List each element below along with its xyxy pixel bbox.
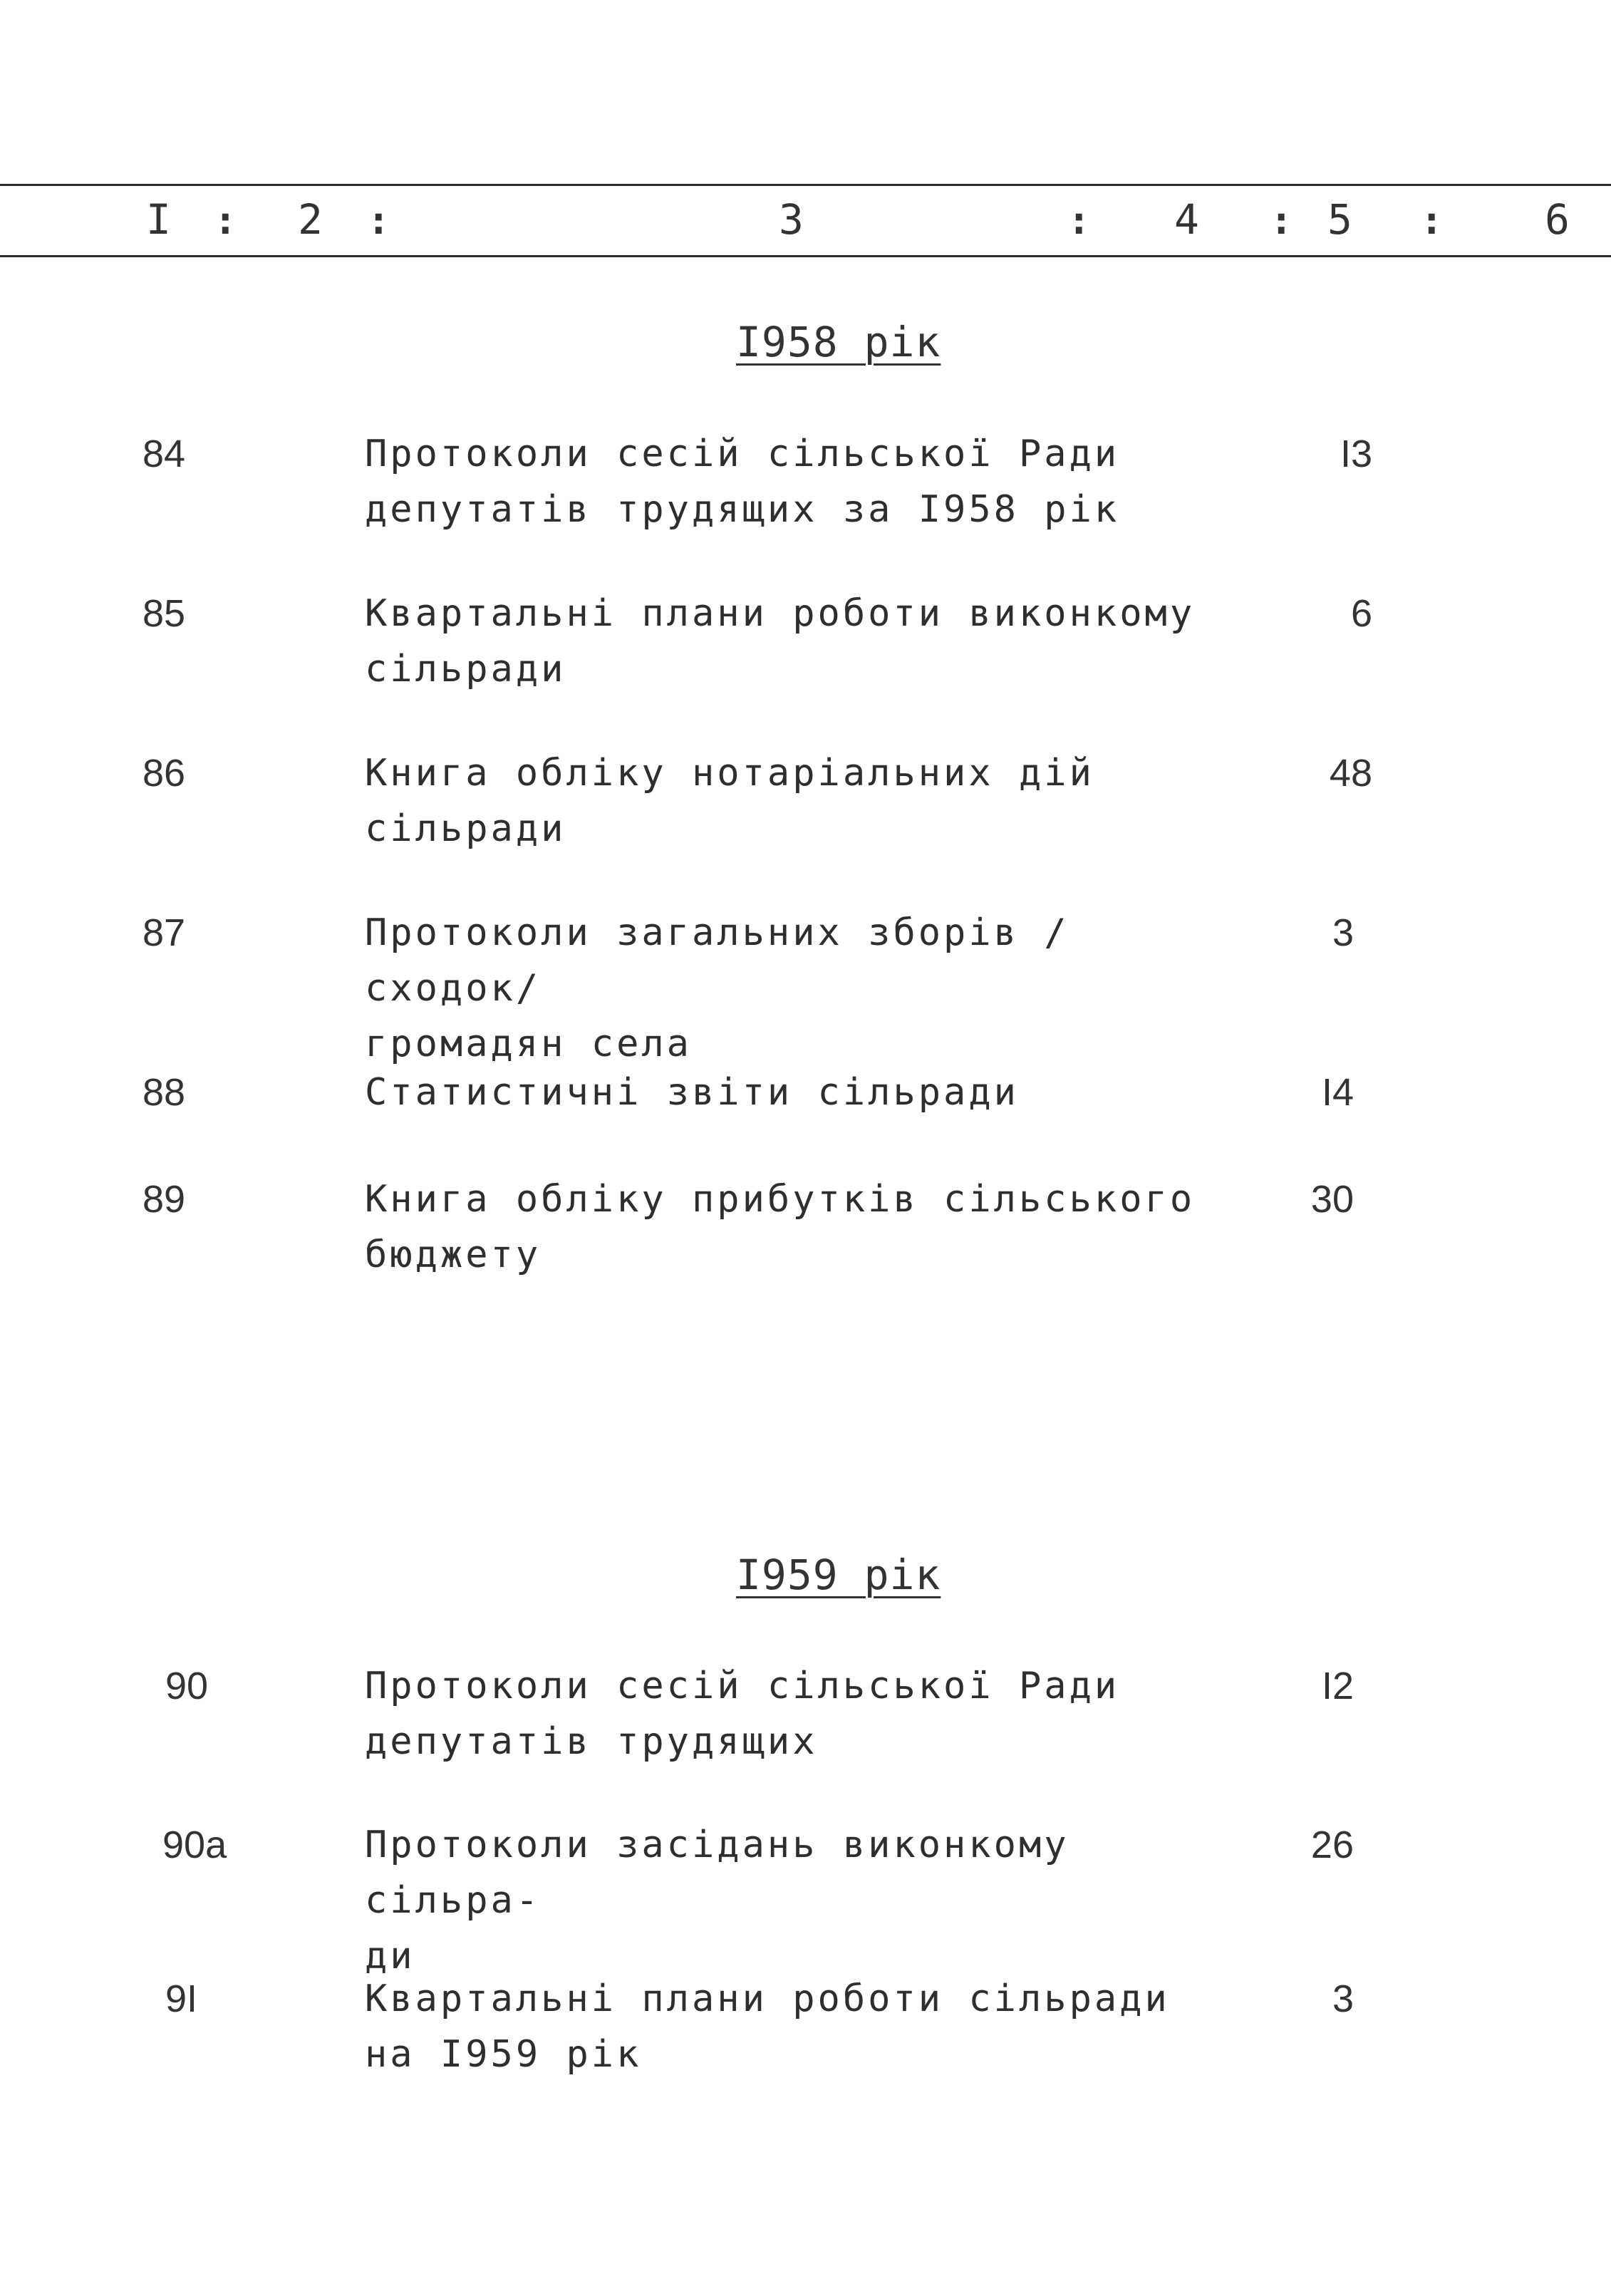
column-header-4: 4 (1174, 195, 1199, 244)
item-number: 85 (143, 592, 186, 635)
column-separator: : (214, 198, 237, 243)
column-header-3: 3 (779, 195, 804, 244)
item-number: 90 (165, 1665, 209, 1707)
section-year-heading: I958 рік (736, 318, 941, 366)
item-title: Протоколи сесій сільської Ради депутатів трудящих за I958 рік (365, 433, 1120, 531)
item-number: 86 (143, 752, 186, 795)
item-sheet-count: 30 (1310, 1178, 1354, 1221)
column-separator: : (1270, 198, 1293, 243)
item-title: Квартальні плани роботи виконкому сільради (365, 592, 1196, 691)
header-bottom-rule (0, 255, 1611, 257)
column-separator: : (367, 198, 390, 243)
column-separator: : (1067, 198, 1091, 243)
item-title: Квартальні плани роботи сільради на I959 рік (365, 1977, 1170, 2076)
column-header-6: 6 (1545, 195, 1570, 244)
column-header-5: 5 (1327, 195, 1352, 244)
item-sheet-count: 6 (1350, 592, 1372, 635)
item-title: Книга обліку прибутків сільського бюджету (365, 1178, 1196, 1276)
item-title: Статистичні звіти сільради (365, 1071, 1019, 1114)
section-year-heading: I959 рік (736, 1551, 941, 1599)
item-title: Протоколи засідань виконкому сільра- ди (365, 1824, 1069, 1977)
item-sheet-count: 3 (1332, 1977, 1354, 2020)
item-sheet-count: 3 (1332, 911, 1354, 954)
column-header-2: 2 (298, 195, 323, 244)
item-sheet-count: I4 (1321, 1071, 1354, 1114)
item-sheet-count: I2 (1321, 1665, 1354, 1707)
item-number: 88 (143, 1071, 186, 1114)
item-sheet-count: 48 (1329, 752, 1372, 795)
item-sheet-count: 26 (1310, 1824, 1354, 1866)
item-title: Протоколи загальних зборів /сходок/ громадян села (365, 911, 1069, 1065)
item-number: 84 (143, 433, 186, 475)
item-number: 87 (143, 911, 186, 954)
item-title: Книга обліку нотаріальних дій сільради (365, 752, 1094, 850)
column-separator: : (1420, 198, 1444, 243)
item-number: 89 (143, 1178, 186, 1221)
item-number: 90а (162, 1824, 227, 1866)
header-top-rule (0, 184, 1611, 186)
item-title: Протоколи сесій сільської Ради депутатів трудящих (365, 1665, 1120, 1763)
item-number: 9I (165, 1977, 198, 2020)
column-header-1: I (146, 195, 171, 244)
item-sheet-count: I3 (1340, 433, 1372, 475)
